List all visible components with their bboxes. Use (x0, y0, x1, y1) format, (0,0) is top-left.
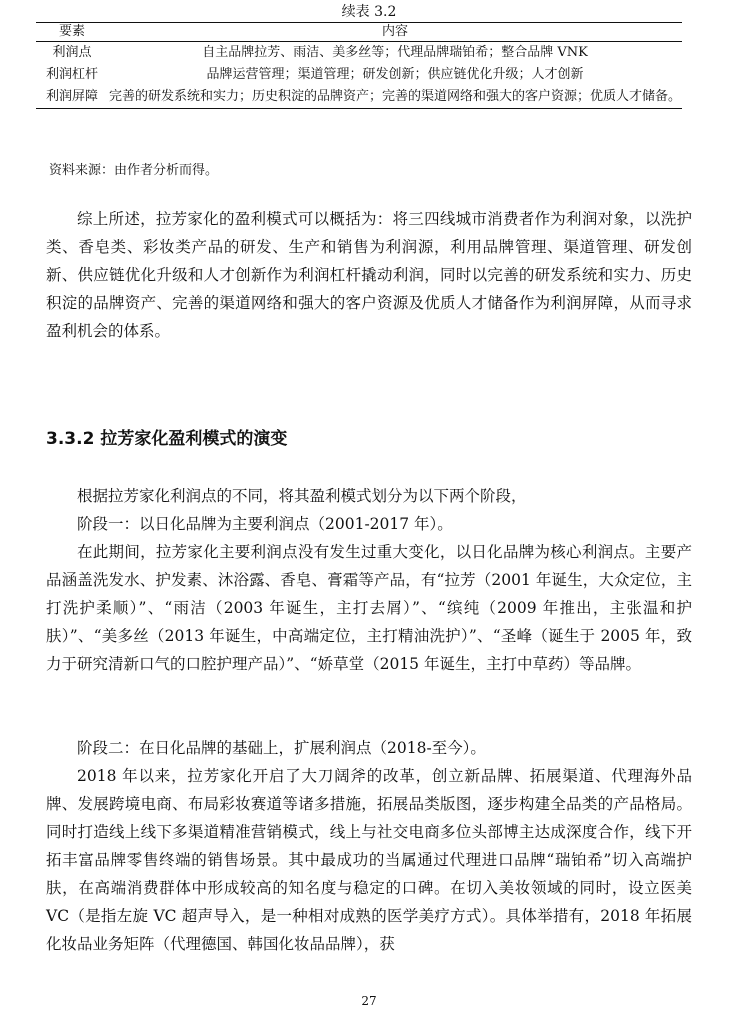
section-paragraph-intro: 根据拉芳家化利润点的不同，将其盈利模式划分为以下两个阶段， (77, 487, 527, 505)
table-source-note: 资料来源：由作者分析而得。 (49, 163, 219, 178)
section-paragraph-stage-two-body: 2018 年以来，拉芳家化开启了大刀阔斧的改革，创立新品牌、拓展渠道、代理海外品牌、发展跨境电商、布局彩妆赛道等诸多措施，拓展品类版图，逐步构建全品类的产品格局。同时打造线上线下多渠道精准营销模式，线上与社交电商多位头部博主达成深度合作，线下开拓丰富品牌零售终端的销售场景。其中最成功的当属通过代理进口品牌“瑞铂希”切入高端护肤，在高端消费群体中形成较高的知名度与稳定的口碑。在切入美妆领域的同时，设立医美 VC（是指左旋 VC 超声导入，是一种相对成熟的医学美疗方式）。具体举措有，2018 年拓展化妆品业务矩阵（代理德国、韩国化妆品品牌），获 (46, 767, 692, 953)
row-factor-profit-barrier: 利润屏障 (45, 89, 98, 104)
section-paragraph-stage-two-title: 阶段二：在日化品牌的基础上，扩展利润点（2018-至今）。 (77, 739, 486, 757)
table-row (36, 86, 682, 109)
table-caption: 续表 3.2 (341, 4, 397, 20)
row-factor-profit-lever: 利润杠杆 (45, 67, 98, 82)
summary-paragraph: 综上所述，拉芳家化的盈利模式可以概括为：将三四线城市消费者作为利润对象，以洗护类、香皂类、彩妆类产品的研发、生产和销售为利润源，利用品牌管理、渠道管理、研发创新、供应链优化升级和人才创新作为利润杠杆撬动利润，同时以完善的研发系统和实力、历史积淀的品牌资产、完善的渠道网络和强大的客户资源及优质人才储备作为利润屏障，从而寻求盈利机会的体系。 (46, 210, 692, 340)
row-content-profit-barrier: 完善的研发系统和实力；历史积淀的品牌资产；完善的渠道网络和强大的客户资源；优质人才储备。 (108, 89, 681, 104)
table-row (36, 42, 682, 65)
row-content-profit-point: 自主品牌拉芳、雨洁、美多丝等；代理品牌瑞铂希；整合品牌 VNK (202, 45, 588, 60)
section-paragraph-stage-one-body: 在此期间，拉芳家化主要利润点没有发生过重大变化，以日化品牌为核心利润点。主要产品涵盖洗发水、护发素、沐浴露、香皂、膏霜等产品，有“拉芳（2001 年诞生，大众定位，主打洗护柔顺）”、“雨洁（2003 年诞生，主打去屑）”、“缤纯（2009 年推出，主张温和护肤）”、“美多丝（2013 年诞生，中高端定位，主打精油洗护）”、“圣峰（诞生于 2005 年，致力于研究清新口气的口腔护理产品）”、“娇草堂（2015 年诞生，主打中草药）等品牌。 (46, 543, 692, 673)
header-factor: 要素 (58, 24, 85, 39)
row-content-profit-lever: 品牌运营管理；渠道管理；研发创新；供应链优化升级；人才创新 (206, 67, 584, 82)
row-factor-profit-point: 利润点 (52, 45, 92, 60)
table-row (36, 64, 682, 86)
section-heading: 3.3.2 拉芳家化盈利模式的演变 (46, 429, 288, 449)
section-paragraph-stage-one-title: 阶段一：以日化品牌为主要利润点（2001-2017 年）。 (77, 515, 453, 533)
table-header-row (36, 23, 682, 42)
profit-model-table (36, 22, 682, 109)
page-number: 27 (361, 994, 377, 1008)
header-content: 内容 (381, 24, 408, 39)
